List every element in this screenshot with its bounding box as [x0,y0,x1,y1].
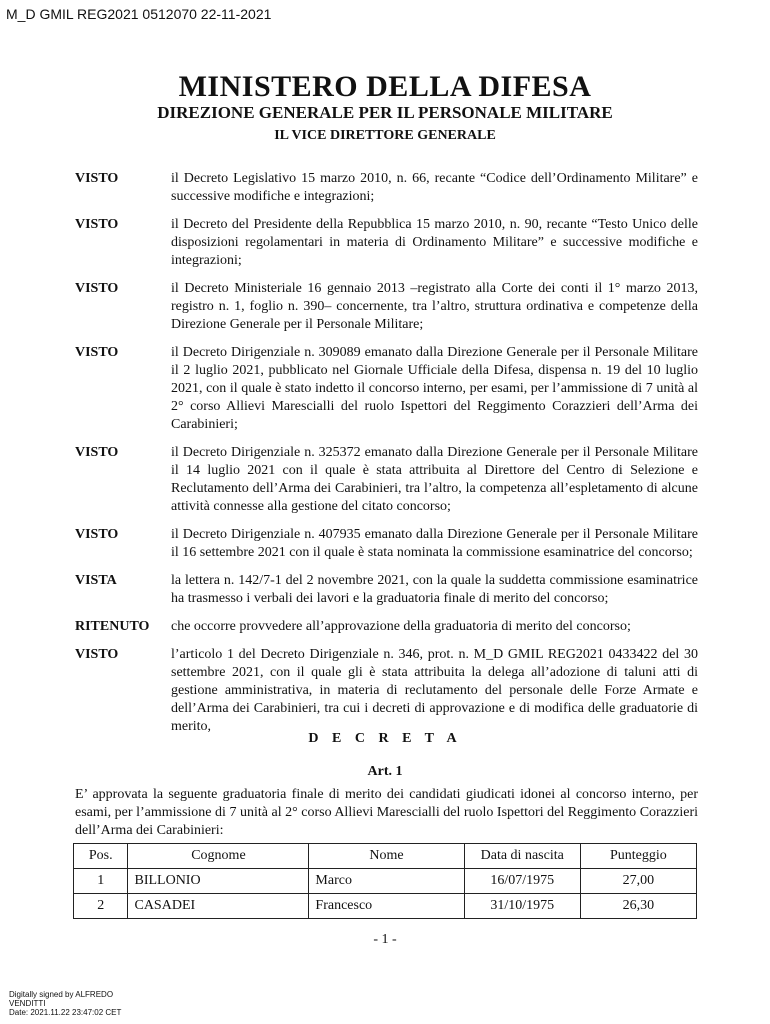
page-number: - 1 - [373,932,397,947]
recital-text: l’articolo 1 del Decreto Dirigenziale n. 346, prot. n. M_D GMIL REG2021 0433422 del 30 settembre 2021, con il quale gli è stata attribuita la delega all’adozione di taluni atti di gestione amministrativa, in materia di reclutamento del personale delle Forze Armate e dell’Arma dei Carabinieri, tra cui i decreti di approvazione e di modifica delle graduatorie di merito, [171,647,698,734]
recital-keyword: VISTO [75,217,119,232]
cell-pos: 2 [74,894,128,919]
recital [75,344,698,434]
cell-nome: Francesco [309,894,464,919]
header-pos: Pos. [74,844,128,869]
cell-pos: 1 [74,869,128,894]
ranking-table [73,843,697,919]
article-title: Art. 1 [367,764,403,779]
recital [75,646,698,736]
cell-punteggio: 27,00 [580,869,696,894]
recital-text: il Decreto Dirigenziale n. 309089 emanato dalla Direzione Generale per il Personale Militare il 2 luglio 2021, pubblicato nel Giornale Ufficiale della Difesa, dispensa n. 19 del 10 luglio 2021, con il quale è stato indetto il concorso interno, per esami, per l’ammissione di 7 unità al 2° corso Allievi Marescialli del ruolo Ispettori del Reggimento Corazzieri dell’Arma dei Carabinieri; [171,345,698,432]
digital-signature [9,990,121,1017]
signature-line: Digitally signed by ALFREDO [9,990,114,999]
recital [75,216,698,270]
recital-text: che occorre provvedere all’approvazione della graduatoria di merito del concorso; [171,619,631,634]
header-cognome: Cognome [128,844,309,869]
article-text: E’ approvata la seguente graduatoria finale di merito dei candidati giudicati idonei al concorso interno, per esami, per l’ammissione di 7 unità al 2° corso Allievi Marescialli del ruolo Ispettori del Reggimento Corazzieri dell’Arma dei Carabinieri: [75,787,698,838]
recital [75,618,698,636]
table-header-row [74,844,697,869]
recital-text: il Decreto Dirigenziale n. 325372 emanato dalla Direzione Generale per il Personale Militare il 14 luglio 2021 con il quale è stata attribuita al Direttore del Centro di Selezione e Reclutamento dell’Arma dei Carabinieri, tra l’altro, la competenza all’espletamento di alcune attività connesse alla gestione del citato concorso; [171,445,698,514]
cell-data-nascita: 16/07/1975 [464,869,580,894]
table-row [74,894,697,919]
recitals [75,170,698,746]
recital [75,444,698,516]
recital-text: il Decreto Ministeriale 16 gennaio 2013 –registrato alla Corte dei conti il 1° marzo 2013, registro n. 1, foglio n. 390– concernente, tra l’altro, struttura ordinativa e competenze della Direzione Generale per il Personale Militare; [171,281,698,332]
header-nome: Nome [309,844,464,869]
protocol-number: M_D GMIL REG2021 0512070 22-11-2021 [6,6,272,22]
recital [75,526,698,562]
recital-keyword: VISTO [75,281,119,296]
table-row [74,869,697,894]
directorate-title: DIREZIONE GENERALE PER IL PERSONALE MILITARE [157,103,613,122]
recital-keyword: VISTO [75,345,119,360]
cell-nome: Marco [309,869,464,894]
recital [75,572,698,608]
recital-keyword: VISTO [75,171,119,186]
cell-punteggio: 26,30 [580,894,696,919]
recital-text: la lettera n. 142/7-1 del 2 novembre 2021, con la quale la suddetta commissione esaminatrice ha trasmesso i verbali dei lavori e la graduatoria finale di merito del concorso; [171,573,698,606]
vice-director-title: IL VICE DIRETTORE GENERALE [274,128,496,143]
recital-keyword: VISTO [75,445,119,460]
recital [75,170,698,206]
header-punteggio: Punteggio [580,844,696,869]
header-data-nascita: Data di nascita [464,844,580,869]
signature-line: VENDITTI [9,999,46,1008]
recital-keyword: VISTA [75,573,117,588]
recital-keyword: RITENUTO [75,619,150,634]
decreta-heading: D E C R E T A [308,731,462,746]
recital-text: il Decreto Legislativo 15 marzo 2010, n. 66, recante “Codice dell’Ordinamento Militare” e successive modifiche e integrazioni; [171,171,698,204]
recital-text: il Decreto del Presidente della Repubblica 15 marzo 2010, n. 90, recante “Testo Unico delle disposizioni regolamentari in materia di Ordinamento Militare” e successive modifiche e integrazioni; [171,217,698,268]
recital-text: il Decreto Dirigenziale n. 407935 emanato dalla Direzione Generale per il Personale Militare il 16 settembre 2021 con il quale è stata nominata la commissione esaminatrice del concorso; [171,527,698,560]
cell-data-nascita: 31/10/1975 [464,894,580,919]
cell-cognome: BILLONIO [128,869,309,894]
ministry-title: MINISTERO DELLA DIFESA [178,70,592,103]
recital-keyword: VISTO [75,527,119,542]
recital-keyword: VISTO [75,647,119,662]
cell-cognome: CASADEI [128,894,309,919]
signature-date: Date: 2021.11.22 23:47:02 CET [9,1008,122,1017]
recital [75,280,698,334]
